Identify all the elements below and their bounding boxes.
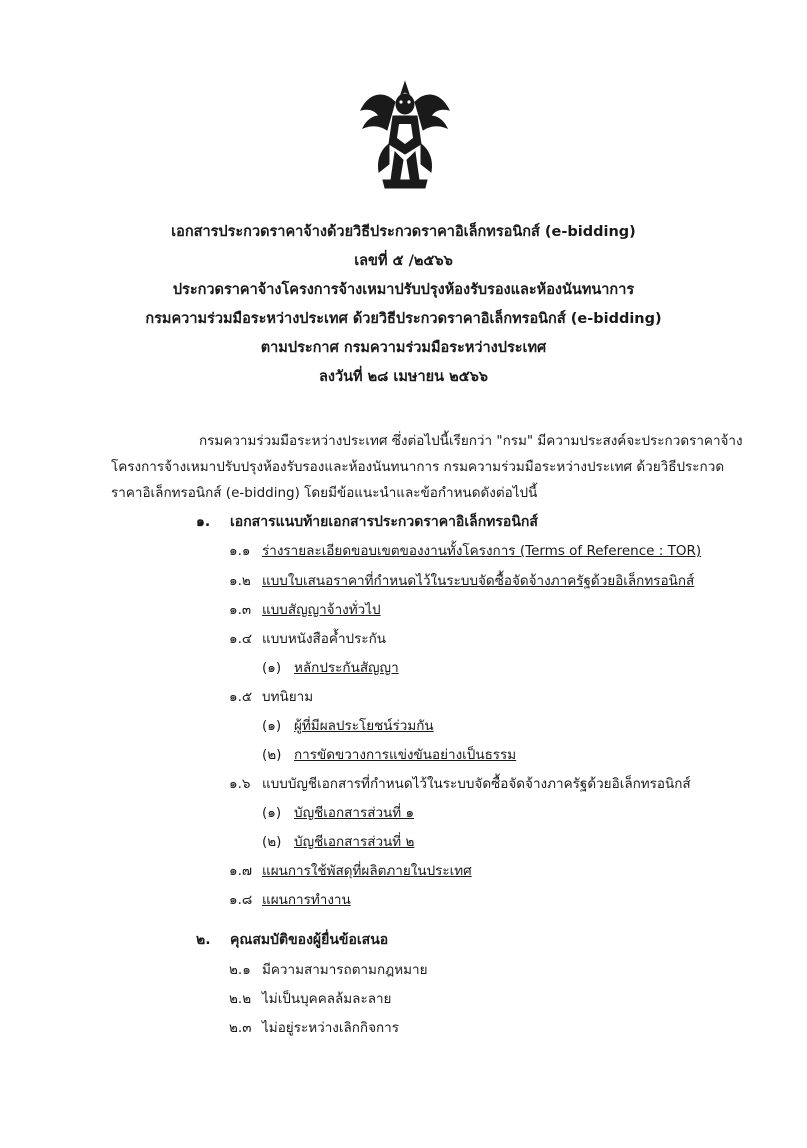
intro-line-3: ราคาอิเล็กทรอนิกส์ (e-bidding) โดยมีข้อแนะนำและข้อกำหนดดังต่อไปนี้ [111, 485, 538, 501]
item-number: ๒.๒ [229, 991, 252, 1007]
list-item-1-5-1 [262, 716, 434, 736]
item-link[interactable]: บัญชีเอกสารส่วนที่ ๒ [294, 834, 415, 850]
list-item-2-2 [229, 989, 391, 1009]
list-item-1-4 [229, 629, 386, 649]
item-number: ๑.๕ [229, 689, 253, 705]
item-number: ๑.๓ [229, 602, 252, 618]
list-item-1-6-2 [262, 832, 414, 852]
list-item-1-4-1 [262, 658, 399, 678]
item-number: (๑) [262, 805, 282, 821]
item-number: (๑) [262, 660, 282, 676]
list-item-1-5 [229, 687, 313, 707]
list-item-1-2 [229, 571, 694, 591]
garuda-emblem-icon [355, 80, 455, 190]
item-link[interactable]: แบบใบเสนอราคาที่กำหนดไว้ในระบบจัดซื้อจัดจ้างภาครัฐด้วยอิเล็กทรอนิกส์ [262, 573, 695, 589]
list-item-2-1 [229, 960, 428, 980]
item-text: ไม่เป็นบุคคลล้มละลาย [262, 991, 392, 1007]
list-item-1-8 [229, 890, 351, 910]
title-line-1: เอกสารประกวดราคาจ้างด้วยวิธีประกวดราคาอิเล็กทรอนิกส์ (e-bidding) [171, 224, 636, 240]
item-link[interactable]: การขัดขวางการแข่งขันอย่างเป็นธรรม [294, 747, 517, 763]
item-number: ๑.๘ [229, 892, 253, 908]
item-text: แบบหนังสือค้ำประกัน [262, 631, 386, 647]
item-number: ๑.๑ [229, 543, 251, 559]
item-link[interactable]: แบบสัญญาจ้างทั่วไป [262, 602, 381, 618]
list-item-1-7 [229, 861, 472, 881]
title-line-4: กรมความร่วมมือระหว่างประเทศ ด้วยวิธีประกวดราคาอิเล็กทรอนิกส์ (e-bidding) [145, 311, 662, 327]
intro-line-1: กรมความร่วมมือระหว่างประเทศ ซึ่งต่อไปนี้เรียกว่า "กรม" มีความประสงค์จะประกวดราคาจ้าง [199, 433, 743, 449]
document-title-block [0, 218, 807, 392]
list-item-1-6-1 [262, 803, 414, 823]
item-number: ๒.๓ [229, 1020, 252, 1036]
item-text: ไม่อยู่ระหว่างเลิกกิจการ [262, 1020, 400, 1036]
intro-line-2: โครงการจ้างเหมาปรับปรุงห้องรับรองและห้องนันทนาการ กรมความร่วมมือระหว่างประเทศ ด้วยวิธีประกวด [111, 459, 725, 475]
item-number: ๑.๖ [229, 776, 251, 792]
list-item-1-6 [229, 774, 691, 794]
list-item-1-3 [229, 600, 381, 620]
title-line-5: ตามประกาศ กรมความร่วมมือระหว่างประเทศ [260, 340, 547, 356]
item-text: แบบบัญชีเอกสารที่กำหนดไว้ในระบบจัดซื้อจัดจ้างภาครัฐด้วยอิเล็กทรอนิกส์ [262, 776, 691, 792]
item-number: ๒.๑ [229, 962, 251, 978]
item-number: ๑.๗ [229, 863, 253, 879]
item-link[interactable]: บัญชีเอกสารส่วนที่ ๑ [294, 805, 415, 821]
title-line-6: ลงวันที่ ๒๘ เมษายน ๒๕๖๖ [318, 369, 489, 385]
intro-paragraph [111, 428, 751, 506]
title-line-2: เลขที่ ๕ /๒๕๖๖ [354, 253, 453, 269]
item-link[interactable]: ร่างรายละเอียดขอบเขตของงานทั้งโครงการ (Terms of Reference : TOR) [262, 543, 702, 559]
section-1-heading [196, 512, 538, 532]
title-line-3: ประกวดราคาจ้างโครงการจ้างเหมาปรับปรุงห้องรับรองและห้องนันทนาการ [172, 282, 635, 298]
item-link[interactable]: หลักประกันสัญญา [294, 660, 399, 676]
section-2-heading [196, 930, 388, 950]
item-number: (๑) [262, 718, 282, 734]
item-link[interactable]: ผู้ที่มีผลประโยชน์ร่วมกัน [294, 718, 434, 734]
list-item-2-3 [229, 1018, 399, 1038]
item-text: มีความสามารถตามกฎหมาย [262, 962, 428, 978]
item-number: (๒) [262, 834, 282, 850]
item-number: (๒) [262, 747, 282, 763]
item-number: ๑.๒ [229, 573, 251, 589]
list-item-1-1 [229, 541, 701, 561]
section-1-title: เอกสารแนบท้ายเอกสารประกวดราคาอิเล็กทรอนิกส์ [230, 514, 538, 530]
item-text: บทนิยาม [262, 689, 314, 705]
item-number: ๑.๔ [229, 631, 253, 647]
item-link[interactable]: แผนการทำงาน [262, 892, 351, 908]
list-item-1-5-2 [262, 745, 516, 765]
section-2-number: ๒. [196, 932, 211, 948]
section-1-number: ๑. [196, 514, 211, 530]
item-link[interactable]: แผนการใช้พัสดุที่ผลิตภายในประเทศ [262, 863, 472, 879]
section-2-title: คุณสมบัติของผู้ยื่นข้อเสนอ [230, 932, 389, 948]
